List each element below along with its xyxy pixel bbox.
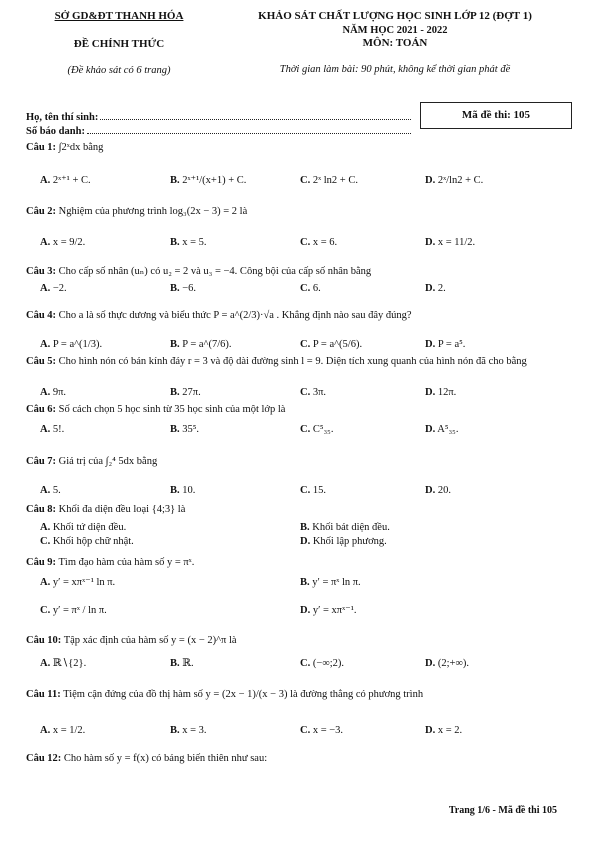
option-b: B. −6.	[170, 283, 197, 294]
option-c: C. C⁵₃₅.	[300, 424, 334, 435]
question-label: Câu 1:	[26, 142, 57, 153]
question-label: Câu 4:	[26, 310, 57, 321]
option-a: A. x = 9/2.	[40, 237, 86, 248]
header-right	[205, 10, 585, 76]
option-b: B. 35⁵.	[170, 424, 200, 435]
question-11-options	[40, 724, 570, 740]
option-d: D. 2ˣ/ln2 + C.	[425, 175, 484, 186]
option-c: C. P = a^(5/6).	[300, 339, 363, 350]
option-b: B. 10.	[170, 485, 196, 496]
exam-title: KHẢO SÁT CHẤT LƯỢNG HỌC SINH LỚP 12 (ĐỢT 1)	[258, 10, 532, 22]
page-footer: Trang 1/6 - Mã đề thi 105	[448, 805, 557, 816]
option-b: B. P = a^(7/6).	[170, 339, 232, 350]
subject: MÔN: TOÁN	[362, 36, 428, 49]
option-d: D. 2.	[425, 283, 446, 294]
question-label: Câu 11:	[26, 689, 61, 700]
question-text: Cho a là số thực dương và biểu thức P = a^(2/3)·√a . Khẳng định nào sau đây đúng?	[58, 310, 412, 321]
question-10-options	[40, 657, 570, 673]
question-text: Tiệm cận đứng của đồ thị hàm số y = (2x − 1)/(x − 3) là đường thẳng có phương trình	[63, 689, 424, 700]
question-8	[26, 503, 571, 516]
question-12	[26, 752, 571, 765]
option-a: A. 5.	[40, 485, 61, 496]
department-name: SỞ GD&ĐT THANH HÓA	[54, 10, 184, 22]
question-label: Câu 12:	[26, 753, 62, 764]
option-a: A. 9π.	[40, 387, 67, 398]
id-blank	[87, 124, 411, 134]
option-a: A. x = 1/2.	[40, 725, 86, 736]
option-a: A. y′ = xπˣ⁻¹ ln π.	[40, 577, 116, 588]
page-count-note: (Đề khảo sát có 6 trang)	[67, 64, 171, 76]
question-9	[26, 556, 571, 569]
question-3-options	[40, 282, 570, 298]
question-4	[26, 309, 571, 322]
question-label: Câu 2:	[26, 206, 57, 217]
time-note: Thời gian làm bài: 90 phút, không kể thời gian phát đề	[279, 63, 511, 75]
question-label: Câu 6:	[26, 404, 57, 415]
option-b: B. 2ˣ⁺¹/(x+1) + C.	[170, 175, 247, 186]
option-d: D. 20.	[425, 485, 451, 496]
question-label: Câu 7:	[26, 456, 57, 467]
question-9-options-row2	[40, 604, 570, 620]
option-c: C. 2ˣ ln2 + C.	[300, 175, 358, 186]
official-label: ĐỀ CHÍNH THỨC	[73, 37, 165, 50]
question-7-options	[40, 484, 570, 500]
option-b: B. x = 5.	[170, 237, 207, 248]
header-left	[24, 10, 214, 77]
option-a: A. 2ˣ⁺¹ + C.	[40, 175, 91, 186]
name-label: Họ, tên thí sinh:	[26, 112, 99, 123]
question-text: Tìm đạo hàm của hàm số y = πˣ.	[58, 557, 195, 568]
option-c: C. Khối hộp chữ nhật.	[40, 536, 134, 547]
question-text: Số cách chọn 5 học sinh từ 35 học sinh của một lớp là	[58, 404, 286, 415]
option-b: B. x = 3.	[170, 725, 207, 736]
option-d: D. Khối lập phương.	[300, 536, 387, 547]
option-c: C. (−∞;2).	[300, 658, 345, 669]
question-3	[26, 265, 571, 278]
question-text: Cho hàm số y = f(x) có bảng biến thiên như sau:	[63, 753, 268, 764]
option-b: B. 27π.	[170, 387, 201, 398]
option-c: C. 6.	[300, 283, 321, 294]
question-2-options	[40, 236, 570, 252]
question-label: Câu 8:	[26, 504, 57, 515]
question-11	[26, 688, 571, 701]
question-1-options	[40, 174, 570, 190]
option-c: C. 3π.	[300, 387, 327, 398]
name-blank	[100, 110, 411, 120]
question-5	[26, 355, 571, 368]
option-c: C. y′ = πˣ / ln π.	[40, 605, 107, 616]
question-10	[26, 634, 571, 647]
option-a: A. 5!.	[40, 424, 65, 435]
option-d: D. P = a⁵.	[425, 339, 466, 350]
option-d: D. A⁵₃₅.	[425, 424, 459, 435]
question-6	[26, 403, 571, 416]
question-8-options-row2	[40, 535, 570, 551]
question-4-options	[40, 338, 570, 354]
question-9-options-row1	[40, 576, 570, 592]
question-text: Giá trị của ∫₂⁴ 5dx bằng	[58, 456, 158, 467]
question-6-options	[40, 423, 570, 439]
question-1	[26, 141, 571, 154]
question-2	[26, 205, 571, 218]
option-c: C. x = 6.	[300, 237, 338, 248]
option-d: D. x = 11/2.	[425, 237, 476, 248]
question-text: Nghiệm của phương trình log₃(2x − 3) = 2 là	[58, 206, 248, 217]
question-label: Câu 5:	[26, 356, 57, 367]
option-c: C. 15.	[300, 485, 326, 496]
candidate-info	[26, 110, 411, 138]
option-a: A. ℝ∖{2}.	[40, 658, 87, 669]
id-label: Số báo danh:	[26, 126, 85, 138]
question-label: Câu 10:	[26, 635, 62, 646]
question-text: Khối đa diện đều loại {4;3} là	[58, 504, 186, 515]
option-b: B. Khối bát diện đều.	[300, 522, 390, 533]
option-d: D. (2;+∞).	[425, 658, 470, 669]
option-a: A. Khối tứ diện đều.	[40, 522, 127, 533]
question-text: ∫2ˣdx bằng	[58, 142, 104, 153]
option-b: B. y′ = πˣ ln π.	[300, 577, 361, 588]
option-b: B. ℝ.	[170, 658, 194, 669]
question-label: Câu 9:	[26, 557, 57, 568]
exam-code-box: Mã đề thi: 105	[420, 102, 572, 129]
option-d: D. x = 2.	[425, 725, 463, 736]
question-7	[26, 455, 571, 468]
school-year: NĂM HỌC 2021 - 2022	[342, 24, 448, 36]
option-d: D. 12π.	[425, 387, 457, 398]
option-d: D. y′ = xπˣ⁻¹.	[300, 605, 357, 616]
option-a: A. −2.	[40, 283, 67, 294]
question-label: Câu 3:	[26, 266, 57, 277]
option-c: C. x = −3.	[300, 725, 344, 736]
question-text: Cho hình nón có bán kính đáy r = 3 và độ dài đường sinh l = 9. Diện tích xung quanh của hình nón đã cho bằng	[58, 356, 527, 367]
question-text: Cho cấp số nhân (uₙ) có u₂ = 2 và u₃ = −4. Công bội của cấp số nhân bằng	[58, 266, 372, 277]
question-text: Tập xác định của hàm số y = (x − 2)^π là	[63, 635, 237, 646]
option-a: A. P = a^(1/3).	[40, 339, 103, 350]
question-5-options	[40, 386, 570, 402]
